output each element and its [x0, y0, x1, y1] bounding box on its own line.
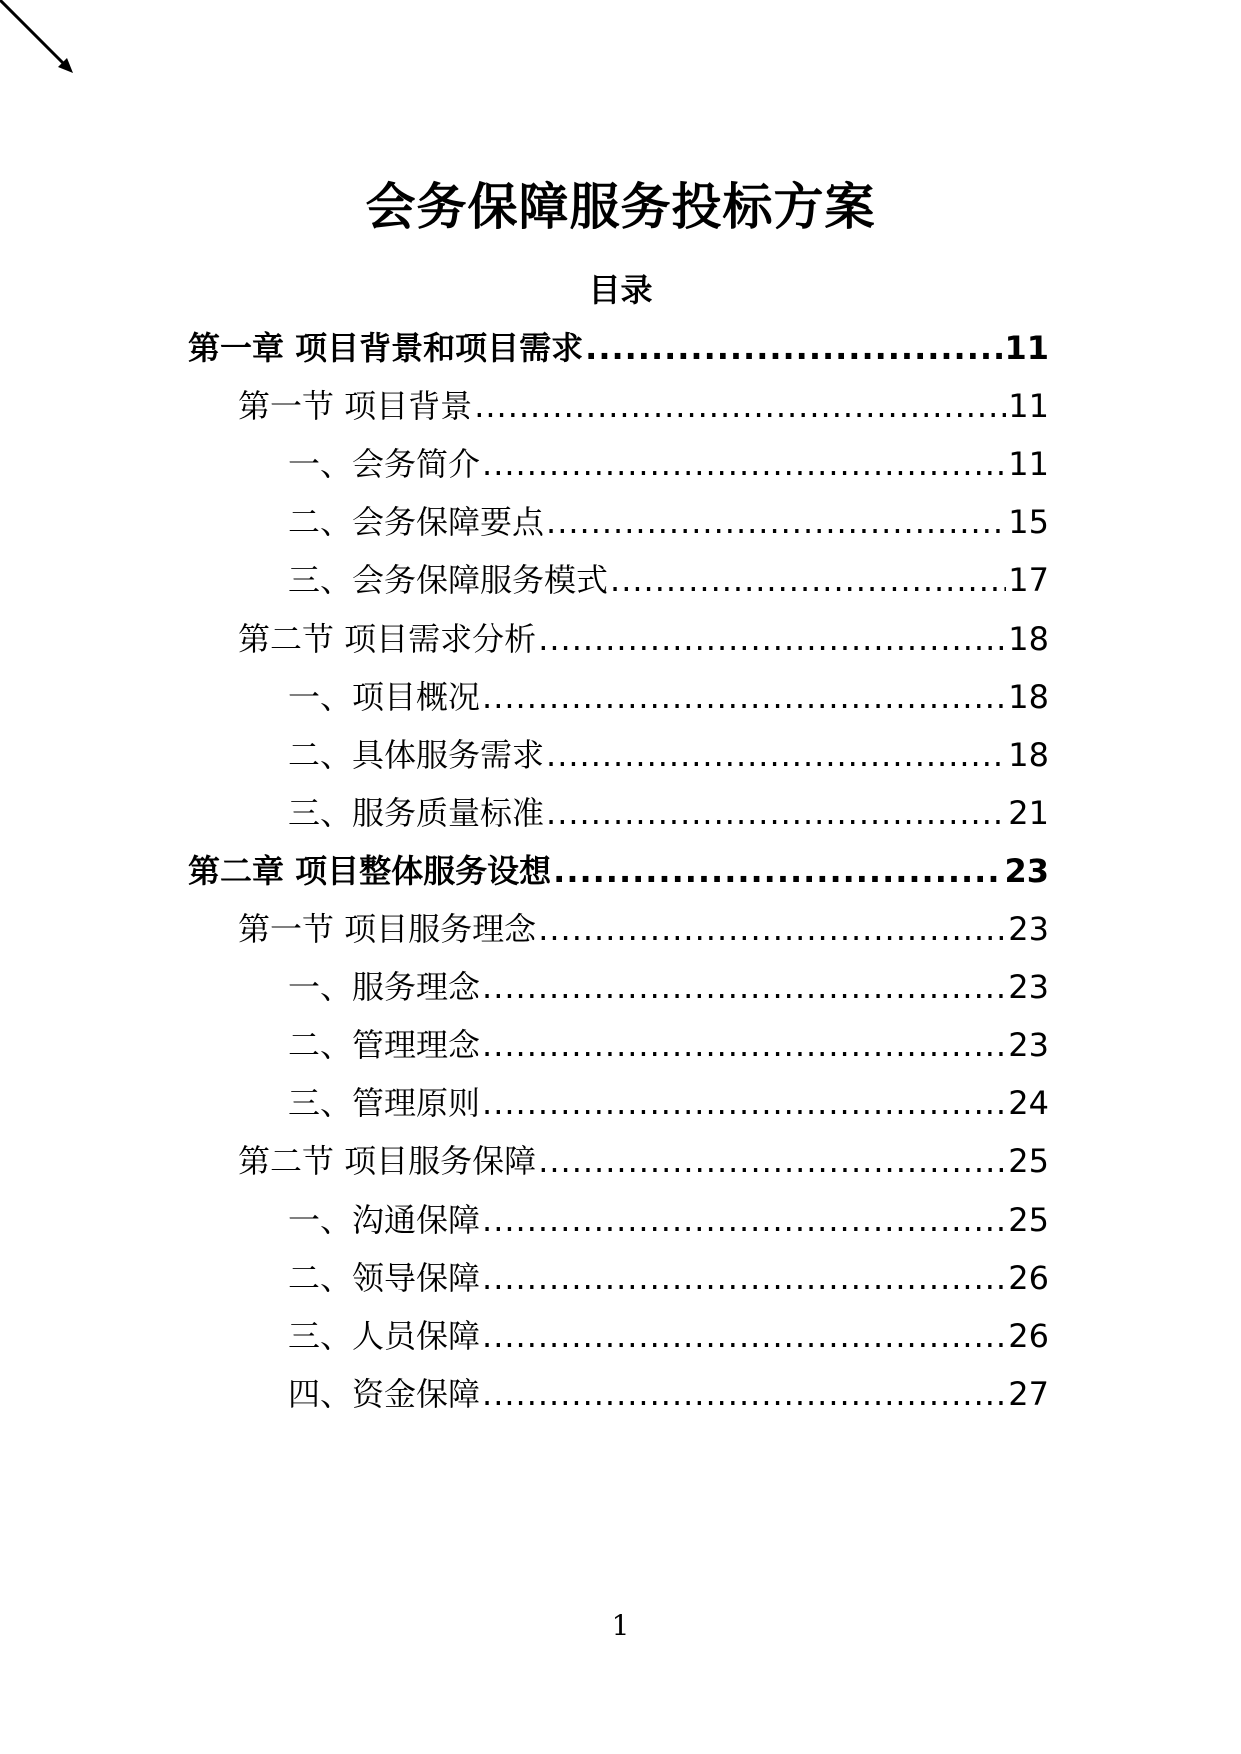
toc-subsection-entry[interactable] — [288, 1310, 1049, 1358]
toc-entry-page: 18 — [1008, 677, 1049, 716]
toc-entry-page: 11 — [1008, 445, 1049, 484]
toc-entry-label: 四、资金保障 — [288, 1374, 481, 1413]
toc-heading: 目录 — [588, 271, 653, 309]
toc-entry-label: 第二章 项目整体服务设想 — [188, 851, 552, 890]
toc-entry-page: 23 — [1004, 851, 1049, 890]
toc-section-entry[interactable] — [238, 903, 1049, 951]
toc-entry-page: 18 — [1008, 735, 1049, 774]
toc-dot-leader — [482, 675, 1006, 719]
toc-subsection-entry[interactable] — [288, 961, 1049, 1009]
toc-subsection-entry[interactable] — [288, 671, 1049, 719]
toc-subsection-entry[interactable] — [288, 1252, 1049, 1300]
document-title: 会务保障服务投标方案 — [365, 178, 876, 236]
toc-entry-page: 11 — [1008, 387, 1049, 426]
toc-dot-leader — [482, 1256, 1006, 1300]
toc-entry-label: 一、项目概况 — [288, 677, 481, 716]
toc-entry-label: 三、服务质量标准 — [288, 793, 545, 832]
toc-entry-page: 25 — [1008, 1200, 1049, 1239]
toc-dot-leader — [482, 1081, 1006, 1125]
toc-entry-page: 23 — [1008, 910, 1049, 948]
toc-subsection-entry[interactable] — [288, 1019, 1049, 1067]
toc-entry-page: 26 — [1008, 1258, 1049, 1297]
toc-entry-page: 25 — [1008, 1142, 1049, 1181]
toc-dot-leader — [474, 384, 1006, 428]
toc-dot-leader — [482, 1023, 1006, 1067]
toc-entry-page: 17 — [1008, 561, 1049, 600]
toc-entry-label: 第二节 项目服务保障 — [238, 1142, 537, 1181]
toc-dot-leader — [482, 1372, 1006, 1416]
toc-entry-label: 第一节 项目背景 — [238, 387, 473, 426]
toc-entry-label: 一、沟通保障 — [288, 1200, 481, 1239]
toc-entry-label: 三、会务保障服务模式 — [288, 561, 609, 600]
toc-entry-page: 21 — [1008, 793, 1049, 832]
toc-entry-page: 26 — [1008, 1316, 1049, 1355]
toc-section-entry[interactable] — [238, 1135, 1049, 1183]
toc-dot-leader — [538, 907, 1006, 951]
toc-subsection-entry[interactable] — [288, 1368, 1049, 1416]
toc-entry-label: 第二节 项目需求分析 — [238, 619, 537, 658]
toc-dot-leader — [482, 1198, 1006, 1242]
toc-dot-leader — [482, 442, 1006, 486]
toc-section-entry[interactable] — [238, 613, 1049, 661]
toc-entry-label: 一、服务理念 — [288, 968, 481, 1007]
toc-dot-leader — [610, 558, 1006, 602]
toc-entry-page: 18 — [1008, 619, 1049, 658]
toc-subsection-entry[interactable] — [288, 729, 1049, 777]
toc-dot-leader — [538, 617, 1006, 661]
toc-entry-label: 三、人员保障 — [288, 1316, 481, 1355]
toc-entry-page: 15 — [1008, 503, 1049, 542]
toc-subsection-entry[interactable] — [288, 554, 1049, 602]
toc-entry-page: 11 — [1004, 329, 1049, 367]
toc-entry-page: 27 — [1008, 1374, 1049, 1413]
toc-entry-page: 23 — [1008, 968, 1049, 1007]
toc-section-entry[interactable] — [238, 380, 1049, 428]
toc-entry-label: 二、会务保障要点 — [288, 503, 545, 542]
toc-subsection-entry[interactable] — [288, 1194, 1049, 1242]
toc-entry-label: 第一章 项目背景和项目需求 — [188, 329, 584, 367]
toc-entry-page: 24 — [1008, 1084, 1049, 1123]
toc-entry-label: 一、会务简介 — [288, 445, 481, 484]
toc-dot-leader — [553, 849, 1002, 893]
toc-subsection-entry[interactable] — [288, 438, 1049, 486]
toc-chapter-entry[interactable] — [188, 322, 1049, 370]
toc-subsection-entry[interactable] — [288, 1077, 1049, 1125]
toc-dot-leader — [546, 791, 1006, 835]
toc-entry-label: 三、管理原则 — [288, 1084, 481, 1123]
toc-entry-page: 23 — [1008, 1026, 1049, 1065]
toc-entry-label: 二、领导保障 — [288, 1258, 481, 1297]
toc-dot-leader — [538, 1139, 1006, 1183]
toc-subsection-entry[interactable] — [288, 787, 1049, 835]
toc-dot-leader — [482, 965, 1006, 1009]
toc-dot-leader — [585, 326, 1002, 370]
toc-entry-label: 二、管理理念 — [288, 1026, 481, 1065]
toc-entry-label: 第一节 项目服务理念 — [238, 910, 537, 948]
toc-dot-leader — [546, 500, 1006, 544]
corner-arrow-icon — [0, 0, 80, 80]
toc-dot-leader — [482, 1314, 1006, 1358]
toc-subsection-entry[interactable] — [288, 496, 1049, 544]
toc-entry-label: 二、具体服务需求 — [288, 735, 545, 774]
toc-chapter-entry[interactable] — [188, 845, 1049, 893]
toc-dot-leader — [546, 733, 1006, 777]
page-number: 1 — [611, 1609, 630, 1642]
